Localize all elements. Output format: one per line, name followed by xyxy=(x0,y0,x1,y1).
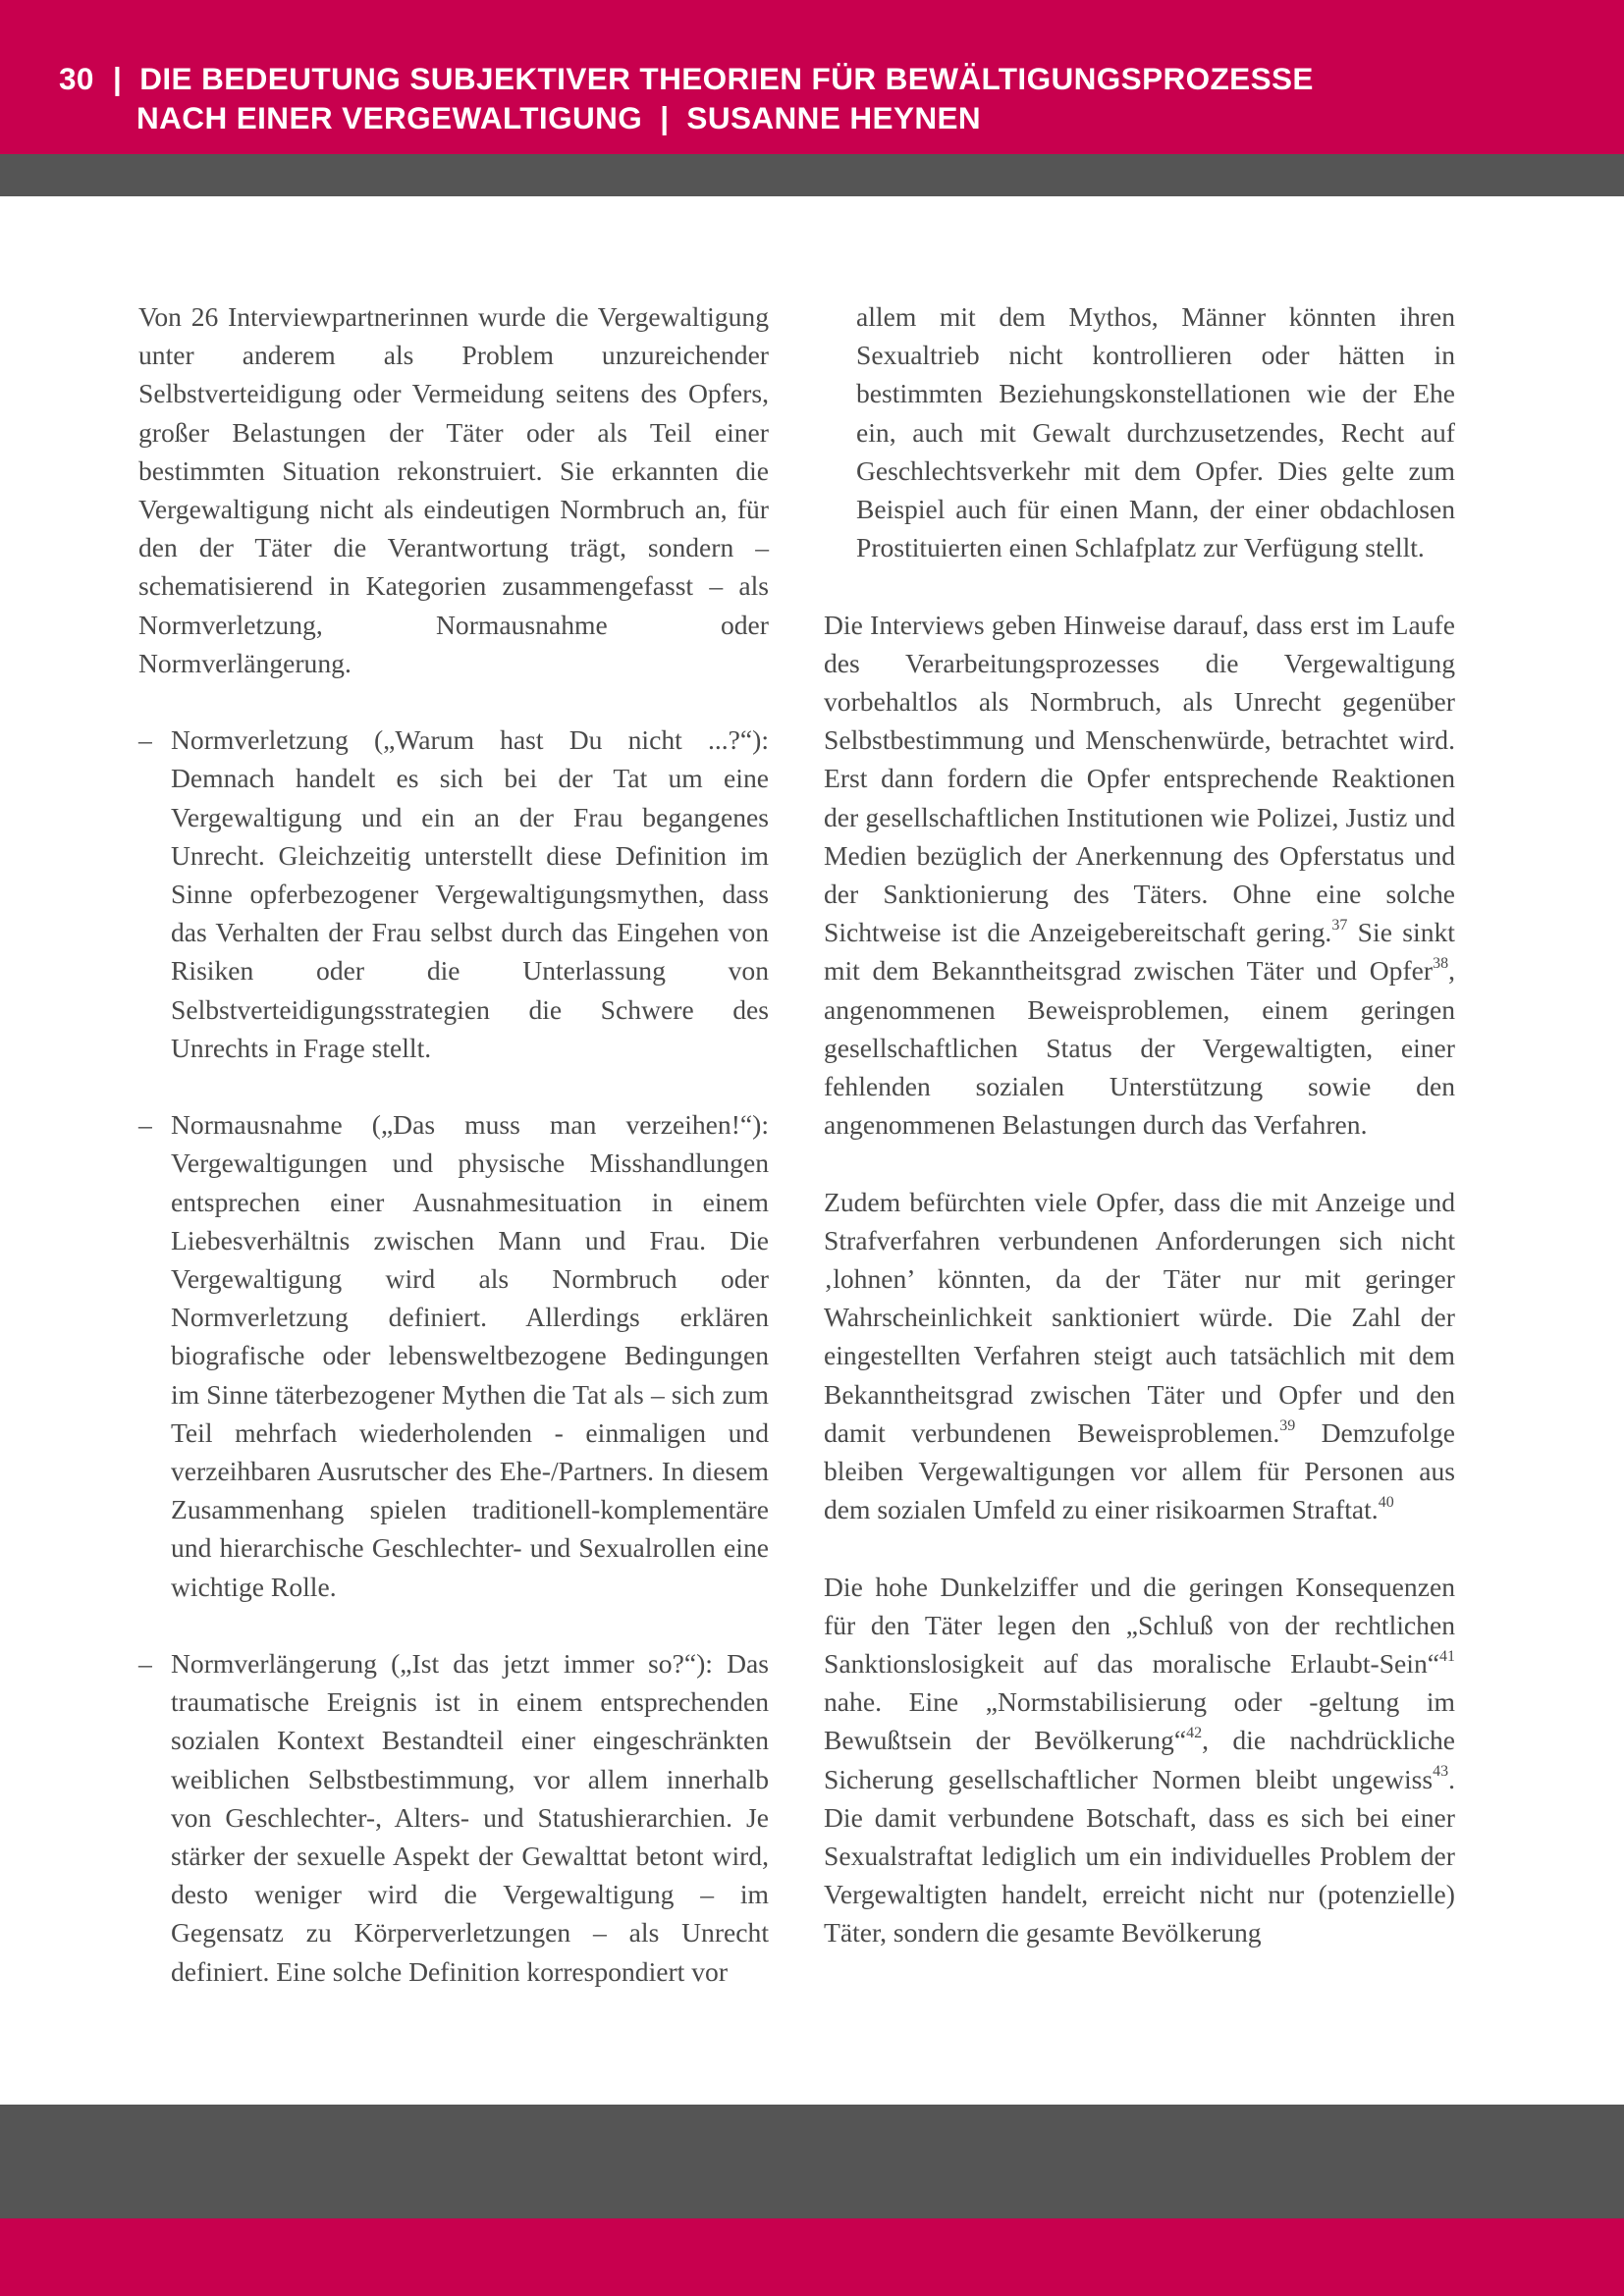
bullet-dash: – xyxy=(138,724,152,756)
paragraph-text: , die nachdrückliche Sicherung gesellschaftlicher Normen bleibt ungewiss xyxy=(824,1725,1455,1794)
bullet-text: Normverletzung („Warum hast Du nicht ...?“): Demnach handelt es sich bei der Tat um eine Vergewaltigung und ein an der Frau begangenes Unrecht. Gleichzeitig unterstellt diese Definition im Sinne opferbezogener Vergewaltigungsmythen, dass das Verhalten der Frau selbst durch das Eingehen von Risiken oder die Unterlassung von Selbstverteidigungsstrategien die Schwere des Unrechts in Frage stellt. xyxy=(171,724,769,1063)
paragraph-text: , angenommenen Beweisproblemen, einem geringen gesellschaftlichen Status der Vergewaltigten, einer fehlenden sozialen Unterstützung sowie den angenommenen Belastungen durch das Verfahren. xyxy=(824,955,1455,1141)
footer-gray-band xyxy=(0,2105,1624,2218)
paragraph-dunkelziffer xyxy=(824,1568,1455,1952)
header-title-line-1: DIE BEDEUTUNG SUBJEKTIVER THEORIEN FÜR BEWÄLTIGUNGSPROZESSE xyxy=(139,61,1314,96)
footer-band xyxy=(0,2218,1624,2296)
left-column xyxy=(138,297,769,2029)
paragraph-befuerchtungen xyxy=(824,1183,1455,1529)
running-header-line-2 xyxy=(59,98,1314,137)
right-column xyxy=(824,297,1455,1991)
paragraph-text: Die Interviews geben Hinweise darauf, dass erst im Laufe des Verarbeitungsprozesses die Vergewaltigung vorbehaltlos als Normbruch, als Unrecht gegenüber Selbstbestimmung und Menschenwürde, betrachtet wird. Erst dann fordern die Opfer entsprechende Reaktionen der gesellschaftlichen Institutionen wie Polizei, Justiz und Medien bezüglich der Anerkennung des Opferstatus und der Sanktionierung des Täters. Ohne eine solche Sichtweise ist die Anzeigebereitschaft gering. xyxy=(824,609,1455,948)
paragraph-anzeigebereitschaft xyxy=(824,606,1455,1145)
bullet-dash: – xyxy=(138,1109,152,1141)
header-gray-band xyxy=(0,154,1624,196)
header-title-line-2: NACH EINER VERGEWALTIGUNG xyxy=(136,100,643,135)
header-separator: | xyxy=(113,61,123,96)
running-header-line-1 xyxy=(59,59,1314,98)
footnote-ref-41[interactable]: 41 xyxy=(1439,1647,1455,1665)
intro-paragraph: Von 26 Interviewpartnerinnen wurde die Vergewaltigung unter anderem als Problem unzureichender Selbstverteidigung oder Vermeidung seitens des Opfers, großer Belastungen der Täter oder als Teil einer bestimmten Situation rekonstruiert. Sie erkannten die Vergewaltigung nicht als eindeutigen Normbruch an, für den der Täter die Verantwortung trägt, sondern – schematisierend in Kategorien zusammengefasst – als Normverletzung, Normausnahme oder Normverlängerung. xyxy=(138,301,769,678)
paragraph-text: . Die damit verbundene Botschaft, dass es sich bei einer Sexualstraftat lediglich um ein individuelles Problem der Vergewaltigten handelt, erreicht nicht nur (potenzielle) Täter, sondern die gesamte Bevölkerung xyxy=(824,1763,1455,1949)
footnote-ref-37[interactable]: 37 xyxy=(1331,917,1348,934)
bullet-normverlaengerung xyxy=(138,1644,769,1991)
bullet-dash: – xyxy=(138,1648,152,1680)
footnote-ref-43[interactable]: 43 xyxy=(1433,1763,1449,1781)
footnote-ref-40[interactable]: 40 xyxy=(1378,1494,1394,1512)
paragraph-text: Zudem befürchten viele Opfer, dass die mit Anzeige und Strafverfahren verbundenen Anforderungen sich nicht ‚lohnen’ könnten, da der Täter nur mit geringer Wahrscheinlichkeit sanktioniert würde. Die Zahl der eingestellten Verfahren steigt auch tatsächlich mit dem Bekanntheitsgrad zwischen Täter und Opfer und den damit verbundenen Beweisproblemen. xyxy=(824,1186,1455,1448)
paragraph-text: Die hohe Dunkelziffer und die geringen Konsequenzen für den Täter legen den „Schluß von der rechtlichen Sanktionslosigkeit auf das moralische Erlaubt-Sein“ xyxy=(824,1571,1455,1680)
header-author: SUSANNE HEYNEN xyxy=(686,100,982,135)
paragraph-text: Sie sinkt mit dem Bekanntheitsgrad zwischen Täter und Opfer xyxy=(824,917,1455,987)
paragraph-text: Demzufolge bleiben Vergewaltigungen vor allem für Personen aus dem sozialen Umfeld zu einer risikoarmen Straftat. xyxy=(824,1416,1456,1525)
footnote-ref-38[interactable]: 38 xyxy=(1433,955,1449,973)
footnote-ref-39[interactable]: 39 xyxy=(1279,1416,1296,1434)
bullet-normverletzung xyxy=(138,721,769,1067)
bullet-continuation: allem mit dem Mythos, Männer könnten ihren Sexualtrieb nicht kontrollieren oder hätten in bestimmten Beziehungskonstellationen wie der Ehe ein, auch mit Gewalt durchzusetzendes, Recht auf Geschlechtsverkehr mit dem Opfer. Dies gelte zum Beispiel auch für einen Mann, der einer obdachlosen Prostituierten einen Schlafplatz zur Verfügung stellt. xyxy=(856,301,1455,563)
running-header xyxy=(59,59,1314,137)
footnote-ref-42[interactable]: 42 xyxy=(1186,1725,1203,1742)
paragraph-text: nahe. Eine „Normstabilisierung oder -geltung im Bewußtsein der Bevölkerung“ xyxy=(824,1686,1455,1756)
bullet-text: Normverlängerung („Ist das jetzt immer so?“): Das traumatische Ereignis ist in einem entsprechenden sozialen Kontext Bestandteil einer eingeschränkten weiblichen Selbstbestimmung, vor allem innerhalb von Geschlechter-, Alters- und Statushierarchien. Je stärker der sexuelle Aspekt der Gewalttat betont wird, desto weniger wird die Vergewaltigung – im Gegensatz zu Körperverletzungen – als Unrecht definiert. Eine solche Definition korrespondiert vor xyxy=(171,1648,769,1987)
header-separator-2: | xyxy=(660,100,670,135)
bullet-text: Normausnahme („Das muss man verzeihen!“): Vergewaltigungen und physische Misshandlungen entsprechen einer Ausnahmesituation in einem Liebesverhältnis zwischen Mann und Frau. Die Vergewaltigung wird als Normbruch oder Normverletzung definiert. Allerdings erklären biografische oder lebensweltbezogene Bedingungen im Sinne täterbezogener Mythen die Tat als – sich zum Teil mehrfach wiederholenden - einmaligen und verzeihbaren Ausrutscher des Ehe-/Partners. In diesem Zusammenhang spielen traditionell-komplementäre und hierarchische Geschlechter- und Sexualrollen eine wichtige Rolle. xyxy=(171,1109,769,1602)
bullet-normausnahme xyxy=(138,1105,769,1606)
page-number: 30 xyxy=(59,61,94,96)
